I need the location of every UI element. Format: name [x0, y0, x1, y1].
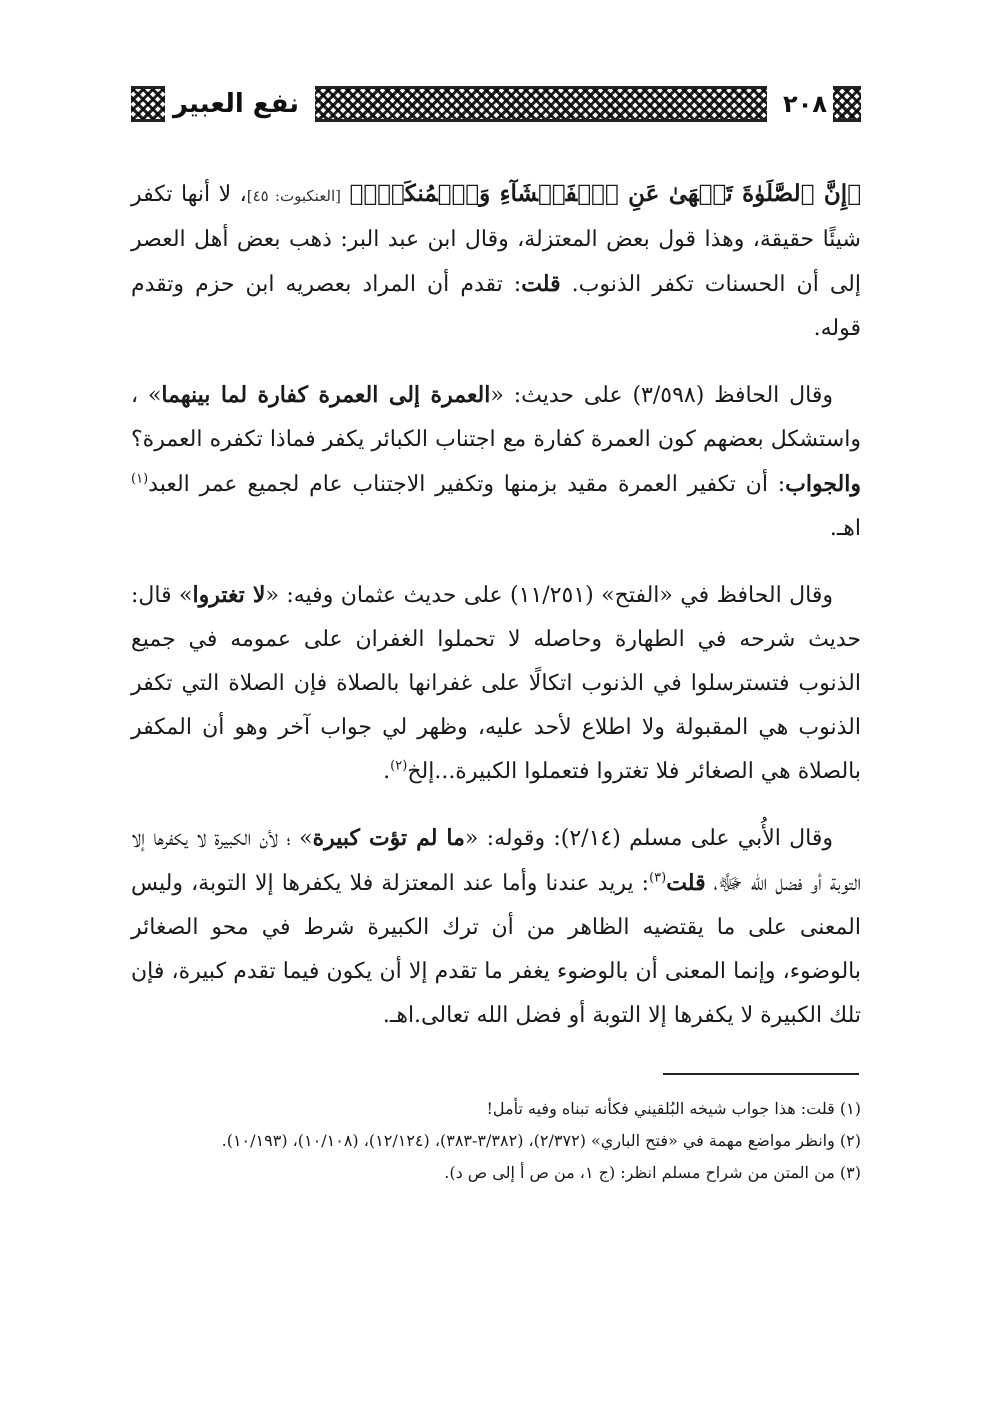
footnotes — [131, 1094, 861, 1190]
footnote-marker-2[interactable]: (٢) — [390, 758, 408, 774]
bold-phrase: ما لم تؤت كبيرة — [312, 825, 465, 851]
paragraph-text: اهـ. — [829, 516, 861, 541]
paragraph-3 — [131, 573, 861, 794]
hadith-text: العمرة إلى العمرة كفارة لما بينهما — [161, 382, 491, 408]
paragraph-4 — [131, 816, 861, 1038]
paragraph-text: » قال: حديث شرحه في الطهارة وحاصله لا تحملوا الغفران على عمومه في جميع الذنوب فتسترسلوا في الذنوب اتكالًا على غفرانها بالصلاة فإن الصلاة التي تكفر الذنوب هي المقبولة ولا اطلاع لأحد عليه، وظهر لي جواب آخر وهو أن المكفر بالصلاة هي الصغائر فلا تغتروا فتعملوا الكبيرة...إلخ — [131, 583, 861, 784]
header-ornament-left — [131, 86, 165, 122]
footnote-separator — [663, 1073, 859, 1075]
paragraph-text: وقال الحافظ في «الفتح» (١١/٢٥١) على حديث عثمان وفيه: « — [265, 583, 833, 608]
answer-label: والجواب — [785, 471, 861, 497]
footnote-marker-3[interactable]: (٣) — [649, 870, 667, 886]
paragraph-text: : يريد عندنا وأما عند المعتزلة فلا يكفرها إلا التوبة، وليس المعنى على ما يقتضيه الظاهر من أن ترك الكبيرة شرط في محو الصغائر بالوضوء، وإنما المعنى أن بالوضوء يغفر ما تقدم إلا أن يكون فيما تقدم كبيرة، فإن تلك الكبيرة لا يكفرها إلا التوبة أو فضل الله تعالى.اهـ. — [131, 871, 861, 1028]
header-ornament-right — [833, 86, 861, 122]
paragraph-text: : أن تكفير العمرة مقيد بزمنها وتكفير الاجتناب عام لجميع عمر العبد — [148, 472, 786, 497]
paragraph-text: وقال الحافظ (٣/٥٩٨) على حديث: « — [490, 383, 833, 408]
qult-label: قلت — [666, 870, 706, 896]
verse-reference: [العنكبوت: ٤٥] — [246, 187, 342, 205]
paragraph-text: وقال الأُبي على مسلم (٢/١٤): وقوله: « — [464, 826, 833, 851]
bold-phrase: لا تغتروا — [192, 582, 266, 608]
header-ornament-band — [315, 86, 767, 122]
footnote-2: (٢) وانظر مواضع مهمة في «فتح الباري» (٢/٣٧٢)، (٣/٣٨٢-٣٨٣)، (١٢/١٢٤)، (١٠/١٠٨)، (١٠/١٩٣). — [221, 1131, 861, 1150]
paragraph-text: : تقدم أن المراد بعصريه ابن حزم وتقدم قوله. — [131, 272, 861, 341]
footnote-marker-1[interactable]: (١) — [131, 471, 149, 487]
footnote-3: (٣) من المتن من شراح مسلم انظر: (ج ١، من ص أ إلى ص د). — [444, 1163, 861, 1182]
paragraph-2 — [131, 373, 861, 551]
page-header — [131, 84, 861, 124]
quran-verse: ﴿إِنَّ ٱلصَّلَوٰةَ تَنۡهَىٰ عَنِ ٱلۡفَحۡشَآءِ وَٱلۡمُنكَرِۗ﴾ — [349, 180, 862, 207]
paragraph-1 — [131, 172, 861, 351]
main-text — [131, 172, 861, 1060]
qult-label: قلت — [521, 271, 561, 297]
paragraph-text: » ؛ لأن الكبيرة لا يكفرها إلا التوبة أو فضل الله ﷻ، — [131, 826, 861, 896]
page-number: ٢٠٨ — [783, 90, 827, 118]
book-title: نفع العبير — [173, 89, 300, 119]
footnote-1: (١) قلت: هذا جواب شيخه البُلقيني فكأنه تبناه وفيه تأمل! — [486, 1099, 861, 1118]
paragraph-text: . — [383, 759, 391, 784]
paragraph-text: ، لا أنها تكفر شيئًا حقيقة، وهذا قول بعض المعتزلة، وقال ابن عبد البر: ذهب بعض أهل العصر إلى أن الحسنات تكفر الذنوب. — [131, 182, 861, 297]
paragraph-text: » ، واستشكل بعضهم كون العمرة كفارة مع اجتناب الكبائر يكفر فماذا تكفره العمرة؟ — [131, 383, 861, 452]
